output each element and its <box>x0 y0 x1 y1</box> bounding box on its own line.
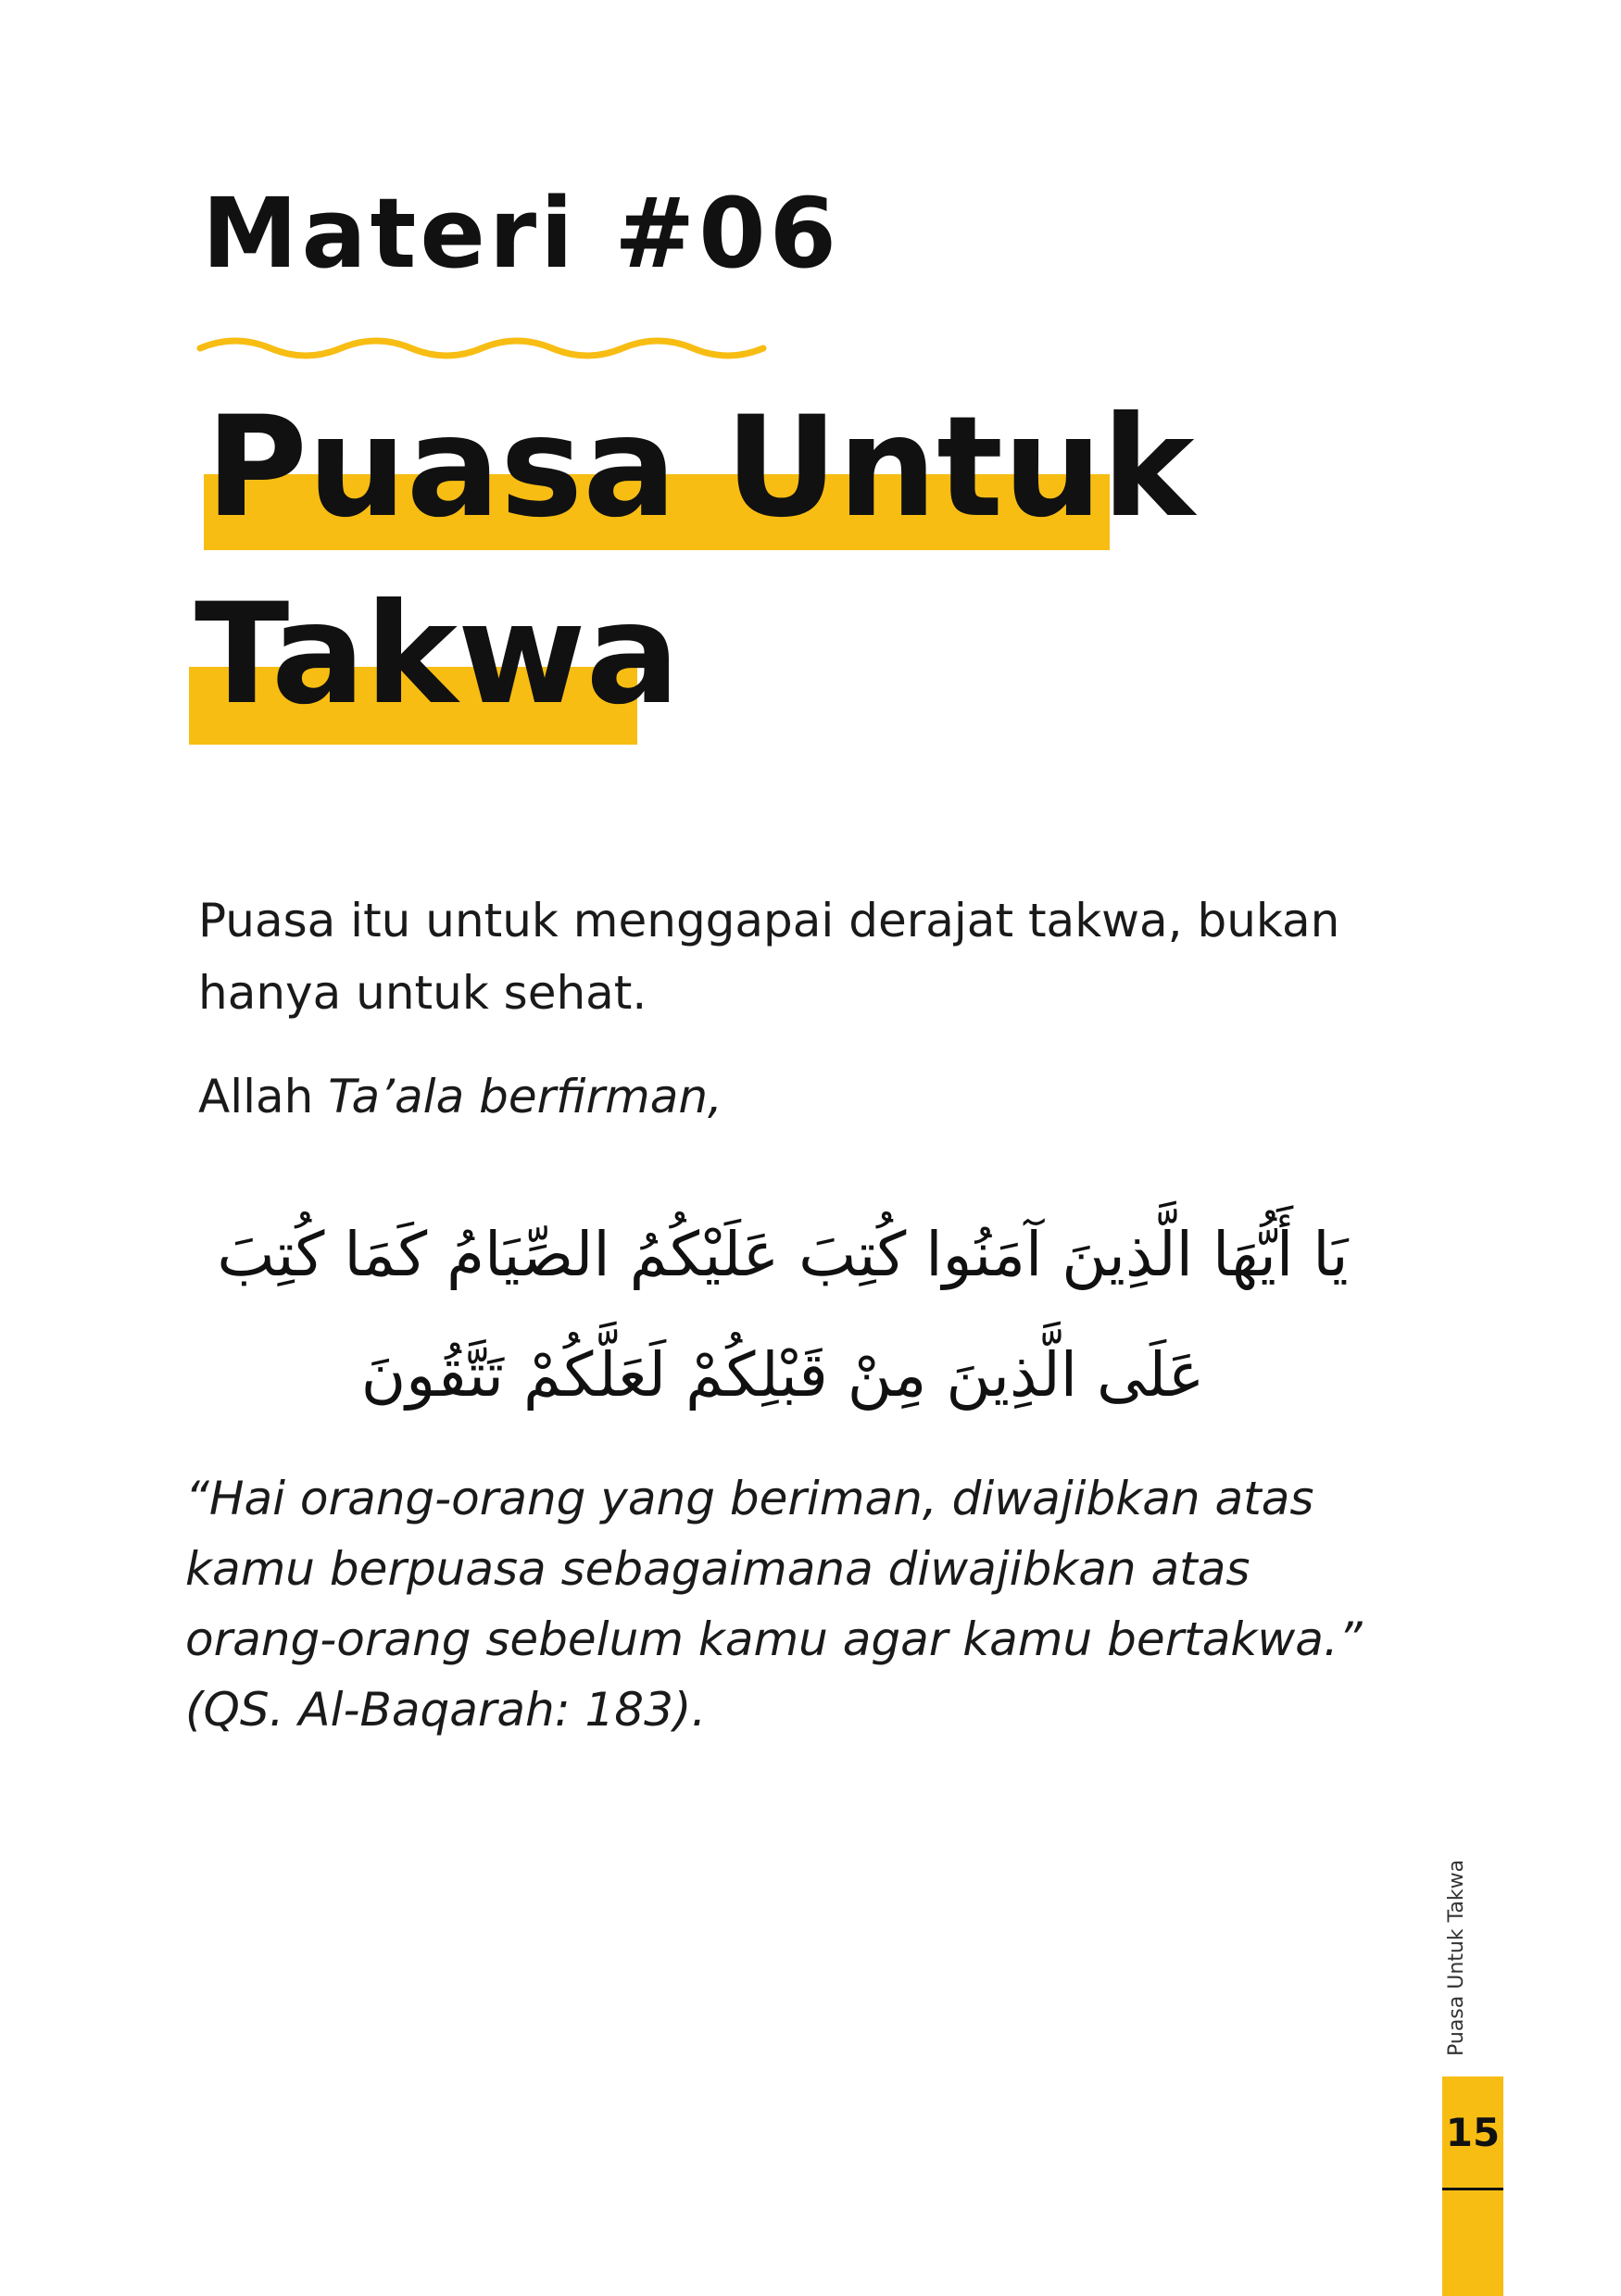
running-title: Puasa Untuk Takwa <box>1445 1859 1468 2056</box>
firman-italic: Ta’ala berfirman, <box>328 1070 723 1123</box>
verse-translation: “Hai orang-orang yang beriman, diwajibkan atas kamu berpuasa sebagaimana diwajibkan atas orang-orang sebelum kamu agar kamu bertakwa.” (QS. Al-Baqarah: 183). <box>185 1472 1363 1737</box>
section-label: Materi #06 <box>202 177 840 290</box>
page-title-line-1: Puasa Untuk <box>206 387 1195 548</box>
arabic-verse-line-1: يَا أَيُّهَا الَّذِينَ آمَنُوا كُتِبَ عَلَيْكُمُ الصِّيَامُ كَمَا كُتِبَ <box>217 1219 1349 1290</box>
wavy-divider <box>196 332 780 365</box>
intro-paragraph: Puasa itu untuk menggapai derajat takwa, bukan hanya untuk sehat. <box>198 894 1340 1020</box>
page-title-line-2: Takwa <box>195 574 680 735</box>
firman-line <box>198 1060 723 1133</box>
arabic-verse-line-2: عَلَى الَّذِينَ مِنْ قَبْلِكُمْ لَعَلَّكُمْ تَتَّقُونَ <box>360 1339 1205 1411</box>
page-number-rule <box>1442 2188 1503 2190</box>
page-number: 15 <box>1445 2110 1501 2155</box>
firman-prefix: Allah <box>198 1070 329 1123</box>
